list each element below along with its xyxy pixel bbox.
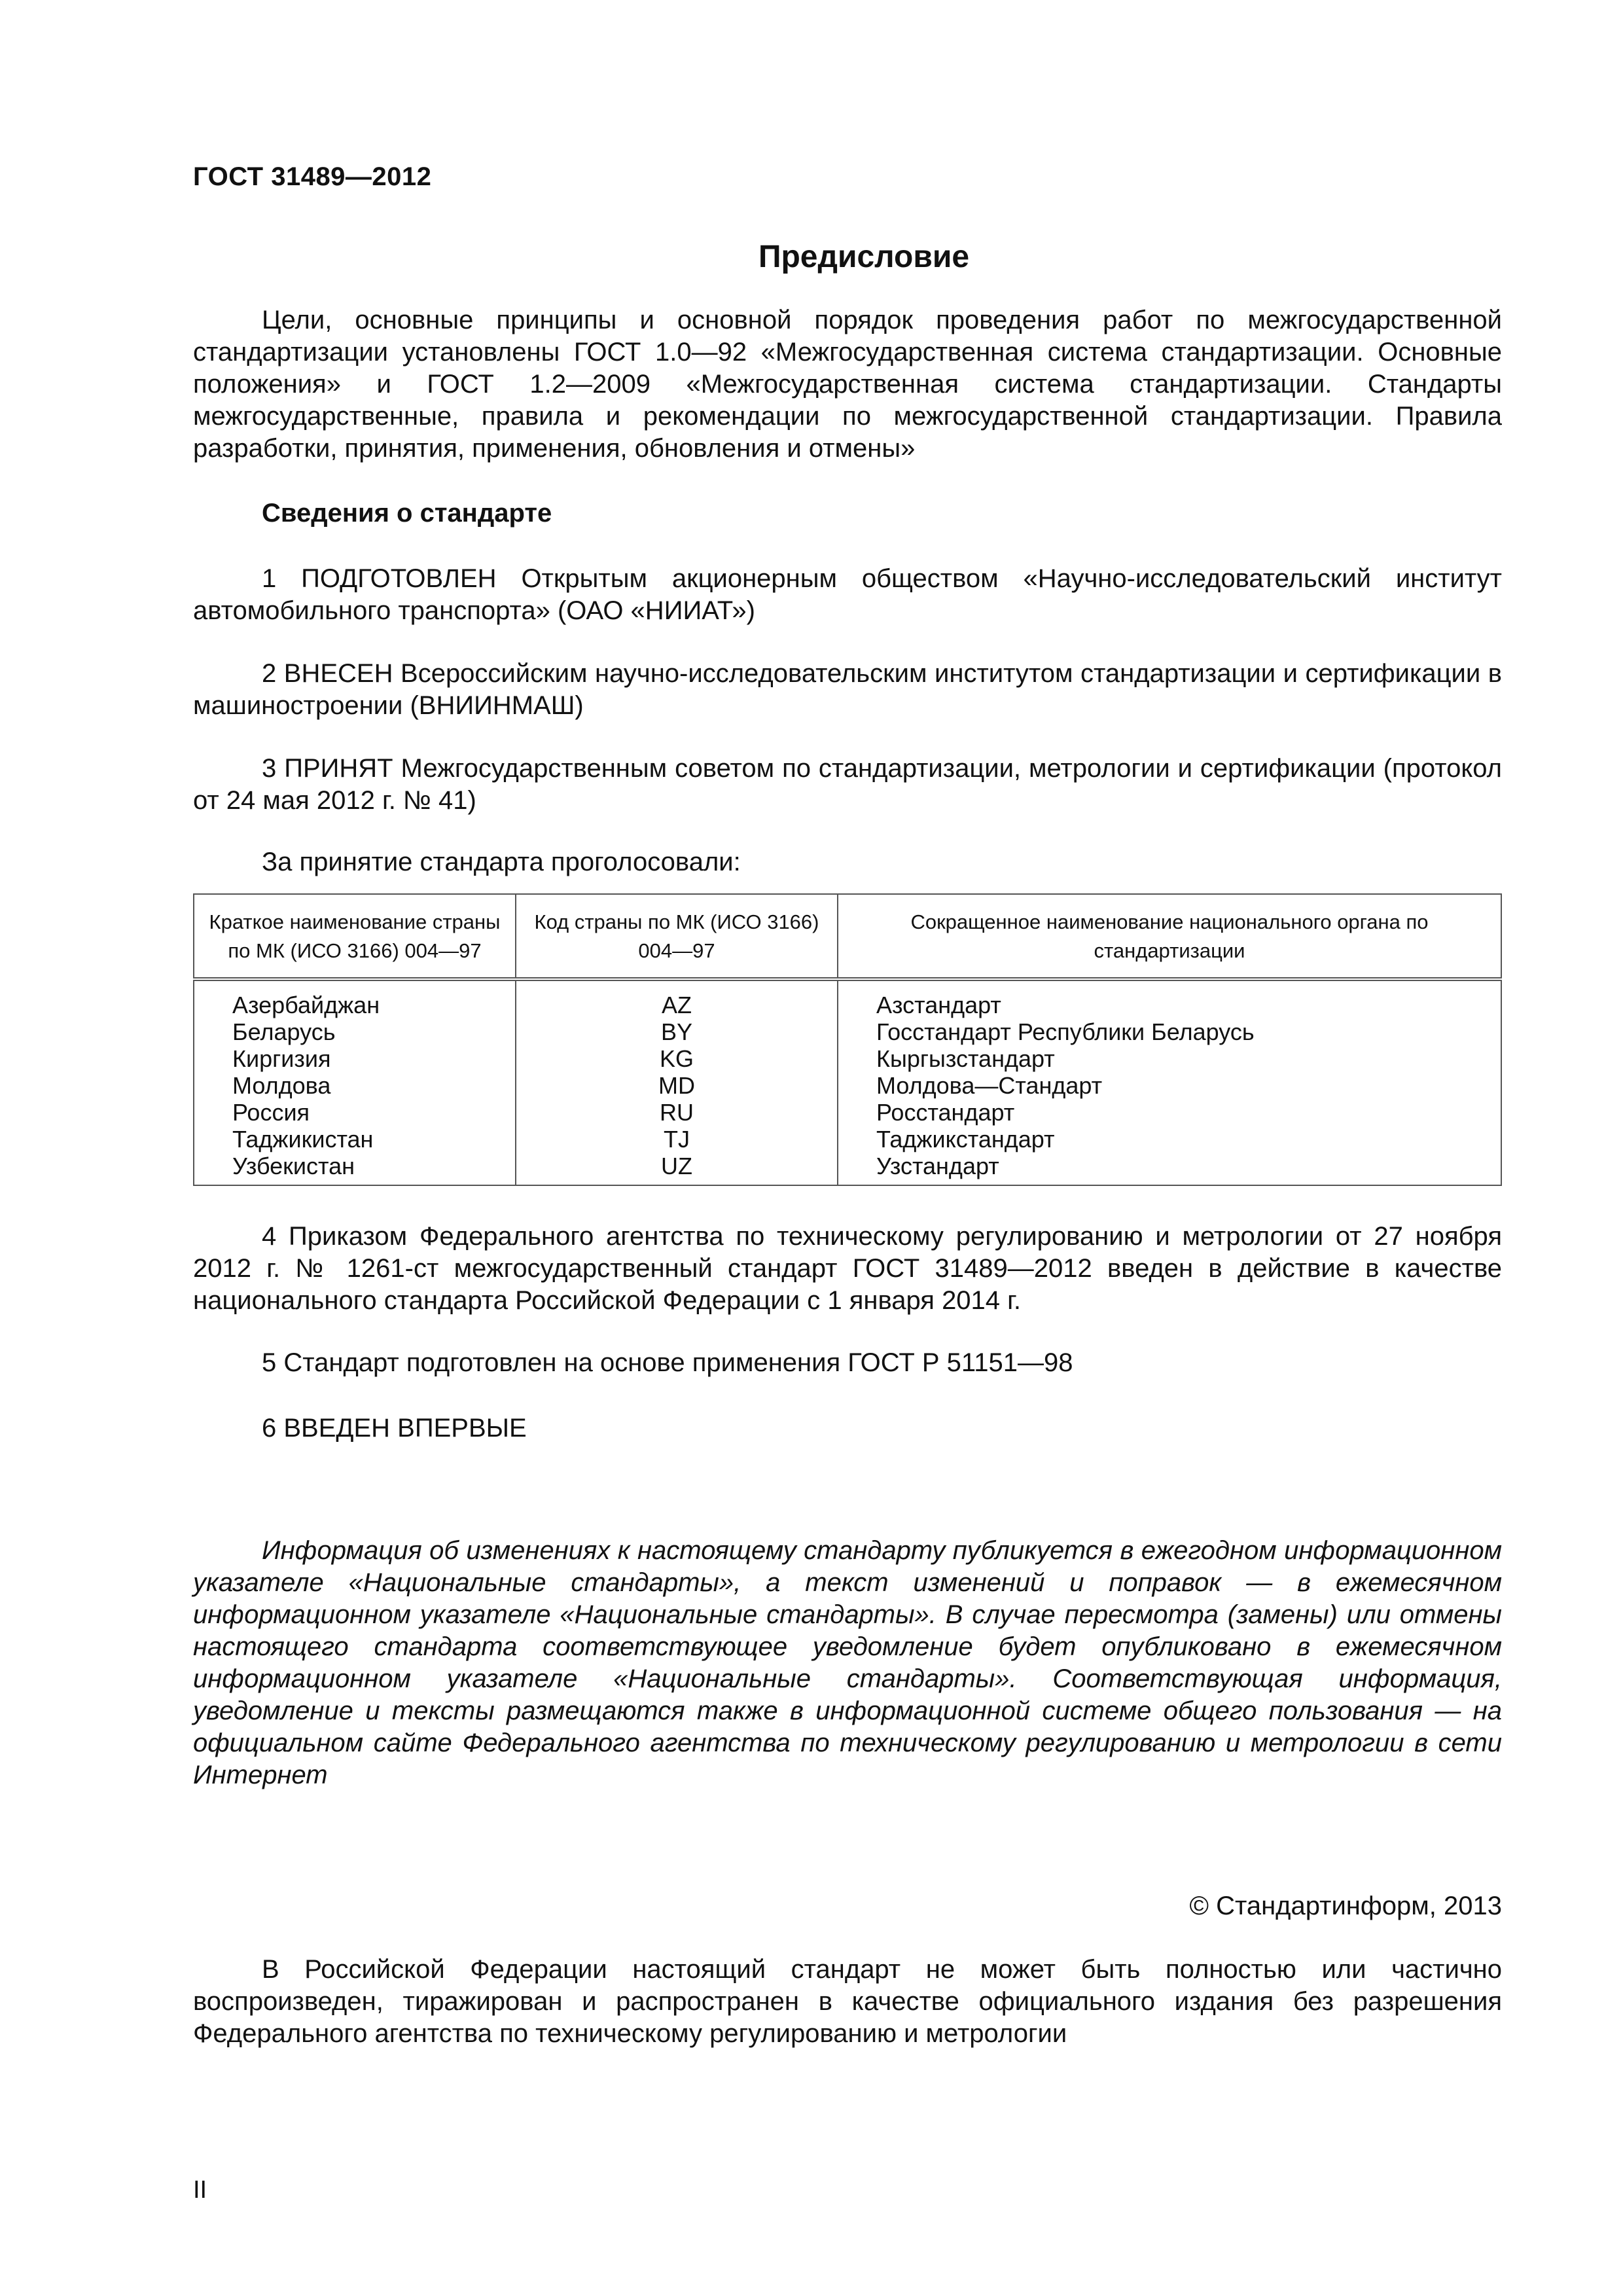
cell-code: KG: [516, 1045, 838, 1072]
item-4-text: 4 Приказом Федерального агентства по техническому регулированию и метрологии от 27 ноября 2012 г. № 1261-ст межгосударственный стандарт ГОСТ 31489—2012 введен в действие в качестве национального стандарта Российской Федерации с 1 января 2014 г.: [193, 1222, 1502, 1315]
table-row: [194, 979, 1501, 1018]
item-3-text: 3 ПРИНЯТ Межгосударственным советом по стандартизации, метрологии и сертификации (протокол от 24 мая 2012 г. № 41): [193, 754, 1502, 815]
cell-body: Узстандарт: [838, 1153, 1501, 1185]
cell-country: Беларусь: [194, 1018, 516, 1045]
intro-paragraph: [193, 304, 1502, 465]
cell-body: Азстандарт: [838, 979, 1501, 1018]
cell-body: Таджикстандарт: [838, 1126, 1501, 1153]
cell-code: UZ: [516, 1153, 838, 1185]
table-row: [194, 1126, 1501, 1153]
legal-paragraph: [193, 1954, 1502, 2050]
section-subheading: Сведения о стандарте: [262, 499, 552, 528]
cell-body: Росстандарт: [838, 1099, 1501, 1126]
notice-text: Информация об изменениях к настоящему стандарту публикуется в ежегодном информационном указателе «Национальные стандарты», а текст изменений и поправок — в ежемесячном информационном указателе «Национальные стандарты». В случае пересмотра (замены) или отмены настоящего стандарта соответствующее уведомление будет опубликовано в ежемесячном информационном указателе «Национальные стандарты». Соответствующая информация, уведомление и тексты размещаются также в информационной системе общего пользования — на официальном сайте Федерального агентства по техническому регулированию и метрологии в сети Интернет: [193, 1536, 1502, 1789]
cell-body: Госстандарт Республики Беларусь: [838, 1018, 1501, 1045]
cell-code: MD: [516, 1072, 838, 1099]
item-1-text: 1 ПОДГОТОВЛЕН Открытым акционерным обществом «Научно-исследовательский институт автомобильного транспорта» (ОАО «НИИАТ»): [193, 564, 1502, 625]
cell-code: AZ: [516, 979, 838, 1018]
notice-paragraph: [193, 1535, 1502, 1791]
table-row: [194, 1153, 1501, 1185]
table-header-row: [194, 894, 1501, 979]
table-row: [194, 1018, 1501, 1045]
item-1-paragraph: [193, 563, 1502, 627]
legal-text: В Российской Федерации настоящий стандарт не может быть полностью или частично воспроизведен, тиражирован и распространен в качестве официального издания без разрешения Федерального агентства по техническому регулированию и метрологии: [193, 1955, 1502, 2048]
cell-country: Киргизия: [194, 1045, 516, 1072]
table-header-country: Краткое наименование страны по МК (ИСО 3166) 004—97: [194, 894, 516, 979]
table-row: [194, 1045, 1501, 1072]
item-5-paragraph: 5 Стандарт подготовлен на основе применения ГОСТ Р 51151—98: [262, 1348, 1073, 1377]
item-2-text: 2 ВНЕСЕН Всероссийским научно-исследовательским институтом стандартизации и сертификации в машиностроении (ВНИИНМАШ): [193, 659, 1502, 720]
cell-body: Молдова—Стандарт: [838, 1072, 1501, 1099]
cell-code: TJ: [516, 1126, 838, 1153]
table-row: [194, 1072, 1501, 1099]
item-4-paragraph: [193, 1221, 1502, 1317]
page-title: Предисловие: [758, 240, 970, 274]
cell-code: RU: [516, 1099, 838, 1126]
document-code: ГОСТ 31489—2012: [193, 162, 432, 191]
cell-country: Узбекистан: [194, 1153, 516, 1185]
cell-code: BY: [516, 1018, 838, 1045]
item-2-paragraph: [193, 658, 1502, 722]
copyright-line: © Стандартинформ, 2013: [1189, 1892, 1502, 1920]
item-6-paragraph: 6 ВВЕДЕН ВПЕРВЫЕ: [262, 1414, 527, 1443]
cell-country: Азербайджан: [194, 979, 516, 1018]
page-number: II: [193, 2176, 207, 2204]
item-3-paragraph: [193, 753, 1502, 817]
votes-intro: За принятие стандарта проголосовали:: [262, 848, 741, 876]
intro-text: Цели, основные принципы и основной порядок проведения работ по межгосударственной стандартизации установлены ГОСТ 1.0—92 «Межгосударственная система стандартизации. Основные положения» и ГОСТ 1.2—2009 «Межгосударственная система стандартизации. Стандарты межгосударственные, правила и рекомендации по межгосударственной стандартизации. Правила разработки, принятия, применения, обновления и отмены»: [193, 306, 1502, 463]
table-row: [194, 1099, 1501, 1126]
cell-country: Таджикистан: [194, 1126, 516, 1153]
cell-country: Россия: [194, 1099, 516, 1126]
cell-country: Молдова: [194, 1072, 516, 1099]
table-header-body: Сокращенное наименование национального органа по стандартизации: [838, 894, 1501, 979]
cell-body: Кыргызстандарт: [838, 1045, 1501, 1072]
votes-table: [193, 893, 1502, 1186]
table-header-code: Код страны по МК (ИСО 3166) 004—97: [516, 894, 838, 979]
